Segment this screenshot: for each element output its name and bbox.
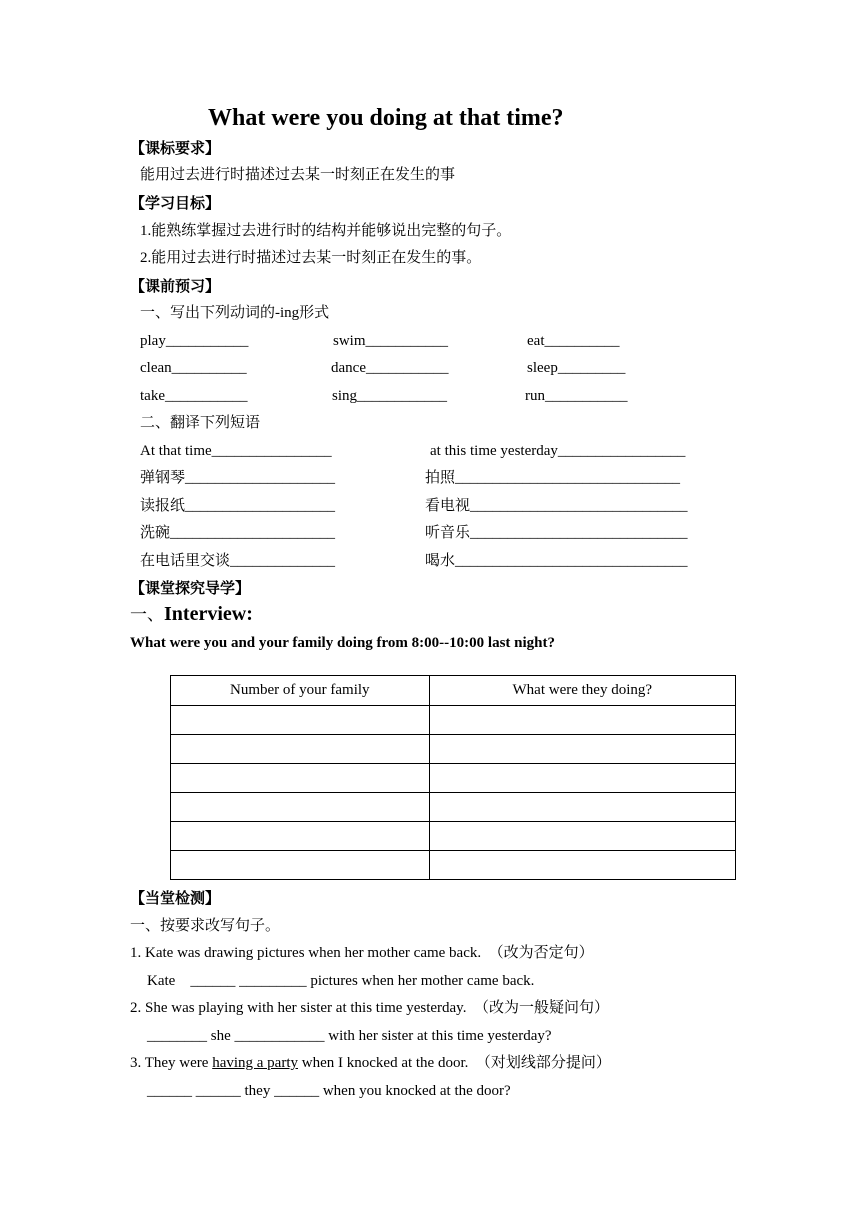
question-2	[130, 999, 609, 1017]
table-cell[interactable]	[171, 851, 430, 880]
table-row	[171, 793, 736, 822]
question-3-post: when I knocked at the door.	[298, 1055, 469, 1071]
table-cell[interactable]	[429, 851, 735, 880]
table-cell[interactable]	[429, 764, 735, 793]
verb-blank: eat__________	[527, 333, 620, 349]
interview-prefix: 一、	[130, 605, 164, 624]
test-part1: 一、按要求改写句子。	[130, 918, 281, 934]
verb-blank: take___________	[140, 388, 248, 404]
table-cell[interactable]	[171, 793, 430, 822]
section-heading-preview: 【课前预习】	[130, 277, 221, 295]
question-1	[130, 944, 594, 962]
phrase-blank: At that time________________	[140, 443, 332, 459]
question-2-hint: （改为一般疑问句）	[473, 1000, 609, 1016]
section-heading-test: 【当堂检测】	[130, 889, 221, 907]
question-1-hint: （改为否定句）	[488, 945, 594, 961]
phrase-blank: 看电视_____________________________	[425, 498, 688, 514]
phrase-blank: 读报纸____________________	[140, 498, 336, 514]
interview-heading	[130, 602, 253, 626]
interview-question: What were you and your family doing from 8:00--10:00 last night?	[130, 635, 556, 651]
table-header-doing: What were they doing?	[429, 676, 735, 706]
interview-title: Interview:	[164, 603, 253, 625]
section-heading-curriculum: 【课标要求】	[130, 139, 221, 157]
interview-table	[170, 675, 736, 880]
question-2-text: 2. She was playing with her sister at this time yesterday.	[130, 1000, 467, 1016]
phrase-blank: 喝水_______________________________	[425, 553, 688, 569]
table-row	[171, 735, 736, 764]
phrase-blank: at this time yesterday_________________	[430, 443, 686, 459]
table-header-row	[171, 676, 736, 706]
objective-item: 2.能用过去进行时描述过去某一时刻正在发生的事。	[140, 250, 482, 266]
preview-part2: 二、翻译下列短语	[140, 415, 261, 431]
verb-blank: dance___________	[331, 360, 449, 376]
table-row	[171, 706, 736, 735]
table-row	[171, 822, 736, 851]
question-1-answer: Kate ______ _________ pictures when her mother came back.	[147, 973, 535, 989]
phrase-blank: 拍照______________________________	[425, 470, 681, 486]
question-3-hint: （对划线部分提问）	[475, 1055, 611, 1071]
table-cell[interactable]	[429, 706, 735, 735]
curriculum-text: 能用过去进行时描述过去某一时刻正在发生的事	[140, 167, 456, 183]
table-cell[interactable]	[171, 822, 430, 851]
preview-part1: 一、写出下列动词的-ing形式	[140, 305, 330, 321]
question-1-text: 1. Kate was drawing pictures when her mother came back.	[130, 945, 482, 961]
question-3-underlined: having a party	[212, 1055, 299, 1071]
phrase-blank: 在电话里交谈______________	[140, 553, 336, 569]
question-3	[130, 1054, 611, 1072]
verb-blank: sleep_________	[527, 360, 626, 376]
question-2-answer: ________ she ____________ with her sister at this time yesterday?	[147, 1028, 552, 1044]
table-cell[interactable]	[429, 735, 735, 764]
page-title: What were you doing at that time?	[208, 105, 564, 131]
table-row	[171, 851, 736, 880]
table-row	[171, 764, 736, 793]
verb-blank: swim___________	[333, 333, 449, 349]
verb-blank: run___________	[525, 388, 628, 404]
question-3-pre: 3. They were	[130, 1055, 213, 1071]
table-header-family: Number of your family	[171, 676, 430, 706]
table-cell[interactable]	[171, 735, 430, 764]
table-cell[interactable]	[429, 793, 735, 822]
verb-blank: play___________	[140, 333, 249, 349]
phrase-blank: 听音乐_____________________________	[425, 525, 688, 541]
table-cell[interactable]	[171, 706, 430, 735]
table-cell[interactable]	[171, 764, 430, 793]
section-heading-objectives: 【学习目标】	[130, 194, 221, 212]
phrase-blank: 洗碗______________________	[140, 525, 336, 541]
verb-blank: clean__________	[140, 360, 247, 376]
question-3-answer: ______ ______ they ______ when you knocked at the door?	[147, 1083, 511, 1099]
objective-item: 1.能熟练掌握过去进行时的结构并能够说出完整的句子。	[140, 223, 512, 239]
table-cell[interactable]	[429, 822, 735, 851]
section-heading-explore: 【课堂探究导学】	[130, 579, 251, 597]
verb-blank: sing____________	[332, 388, 448, 404]
phrase-blank: 弹钢琴____________________	[140, 470, 336, 486]
